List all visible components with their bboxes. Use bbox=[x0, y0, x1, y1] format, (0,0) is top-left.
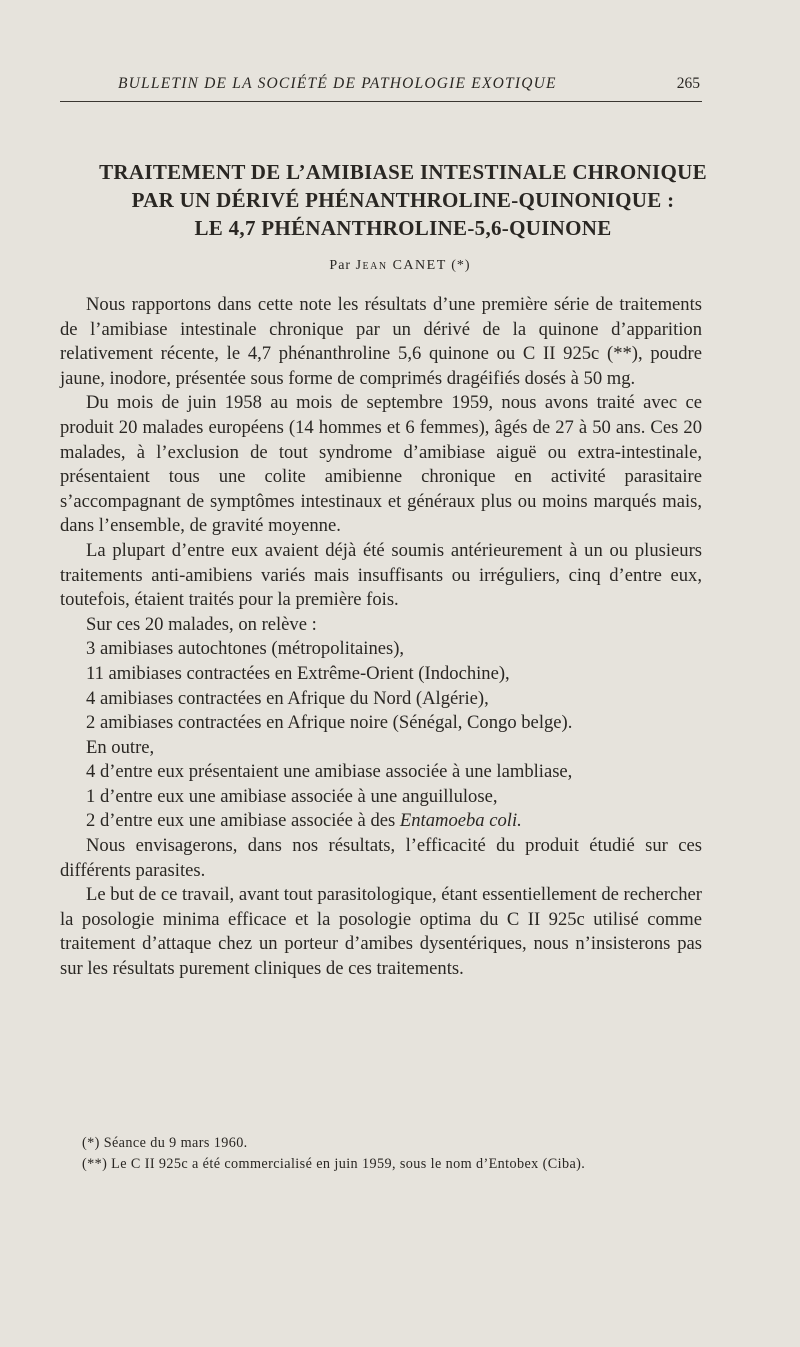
list-item: 1 d’entre eux une amibiase associée à une anguillulose, bbox=[86, 785, 498, 807]
species-name: Entamoeba coli. bbox=[399, 810, 522, 832]
paragraph: Le but de ce travail, avant tout parasitologique, étant essentiellement de rechercher la posologie minima efficace et la posologie optima du C II 925c utilisé comme traitement d’attaque chez un porteur d’amibes dysentériques, nous n’insisterons pas sur les résultats purement cliniques de ces traitements. bbox=[60, 884, 702, 980]
paragraph: Du mois de juin 1958 au mois de septembre 1959, nous avons traité avec ce produit 20 malades européens (14 hommes et 6 femmes), âgés de 27 à 50 ans. Ces 20 malades, à l’exclusion de tout syndrome d’amibiase aiguë ou extra-intestinale, présentaient tous une colite amibienne chronique en activité parasitaire s’accompagnant de symptômes intestinaux et généraux plus ou moins marqués mais, dans l’ensemble, de gravité moyenne. bbox=[60, 392, 702, 537]
footnote: (*) Séance du 9 mars 1960. bbox=[82, 1135, 248, 1151]
running-header bbox=[60, 75, 702, 97]
journal-title: BULLETIN DE LA SOCIÉTÉ DE PATHOLOGIE EXOTIQUE bbox=[118, 75, 557, 92]
list-item: 4 amibiases contractées en Afrique du Nord (Algérie), bbox=[86, 687, 489, 709]
paragraph: Nous envisagerons, dans nos résultats, l’efficacité du produit étudié sur ces différents parasites. bbox=[60, 835, 702, 881]
paragraph: La plupart d’entre eux avaient déjà été soumis antérieurement à un ou plusieurs traitements anti-amibiens variés mais insuffisants ou irréguliers, cinq d’entre eux, toutefois, étaient traités pour la première fois. bbox=[60, 539, 702, 611]
footnotes bbox=[60, 1133, 702, 1175]
page-number: 265 bbox=[676, 75, 700, 92]
article-body bbox=[60, 293, 702, 982]
list-item-text: 2 d’entre eux une amibiase associée à des bbox=[86, 810, 400, 832]
header-rule bbox=[60, 101, 702, 102]
byline-prefix: Par bbox=[329, 258, 352, 273]
paragraph: En outre, bbox=[86, 736, 155, 758]
list-item: 2 amibiases contractées en Afrique noire (Sénégal, Congo belge). bbox=[86, 712, 573, 734]
article-title bbox=[40, 158, 766, 242]
author-note-mark: (*) bbox=[451, 258, 471, 273]
list-item: 4 d’entre eux présentaient une amibiase associée à une lambliase, bbox=[86, 761, 573, 783]
paragraph: Sur ces 20 malades, on relève : bbox=[86, 613, 317, 635]
list-item: 11 amibiases contractées en Extrême-Orient (Indochine), bbox=[86, 662, 510, 684]
title-line: TRAITEMENT DE L’AMIBIASE INTESTINALE CHRONIQUE bbox=[99, 160, 707, 184]
title-line: PAR UN DÉRIVÉ PHÉNANTHROLINE-QUINONIQUE : bbox=[131, 188, 675, 212]
paragraph: Nous rapportons dans cette note les résultats d’une première série de traitements de l’amibiase intestinale chronique par un dérivé de la quinone d’apparition relativement récente, le 4,7 phénanthroline 5,6 quinone ou C II 925c (**), poudre jaune, inodore, présentée sous forme de comprimés dragéifiés dosés à 50 mg. bbox=[60, 294, 702, 389]
list-item bbox=[60, 809, 702, 834]
list-item: 3 amibiases autochtones (métropolitaines), bbox=[86, 638, 405, 660]
byline bbox=[0, 258, 800, 274]
title-line: LE 4,7 PHÉNANTHROLINE-5,6-QUINONE bbox=[194, 216, 612, 240]
author-name: Jean CANET bbox=[355, 258, 447, 273]
association-list bbox=[60, 760, 702, 834]
origin-list bbox=[60, 637, 702, 735]
footnote: (**) Le C II 925c a été commercialisé en juin 1959, sous le nom d’Entobex (Ciba). bbox=[82, 1156, 586, 1172]
